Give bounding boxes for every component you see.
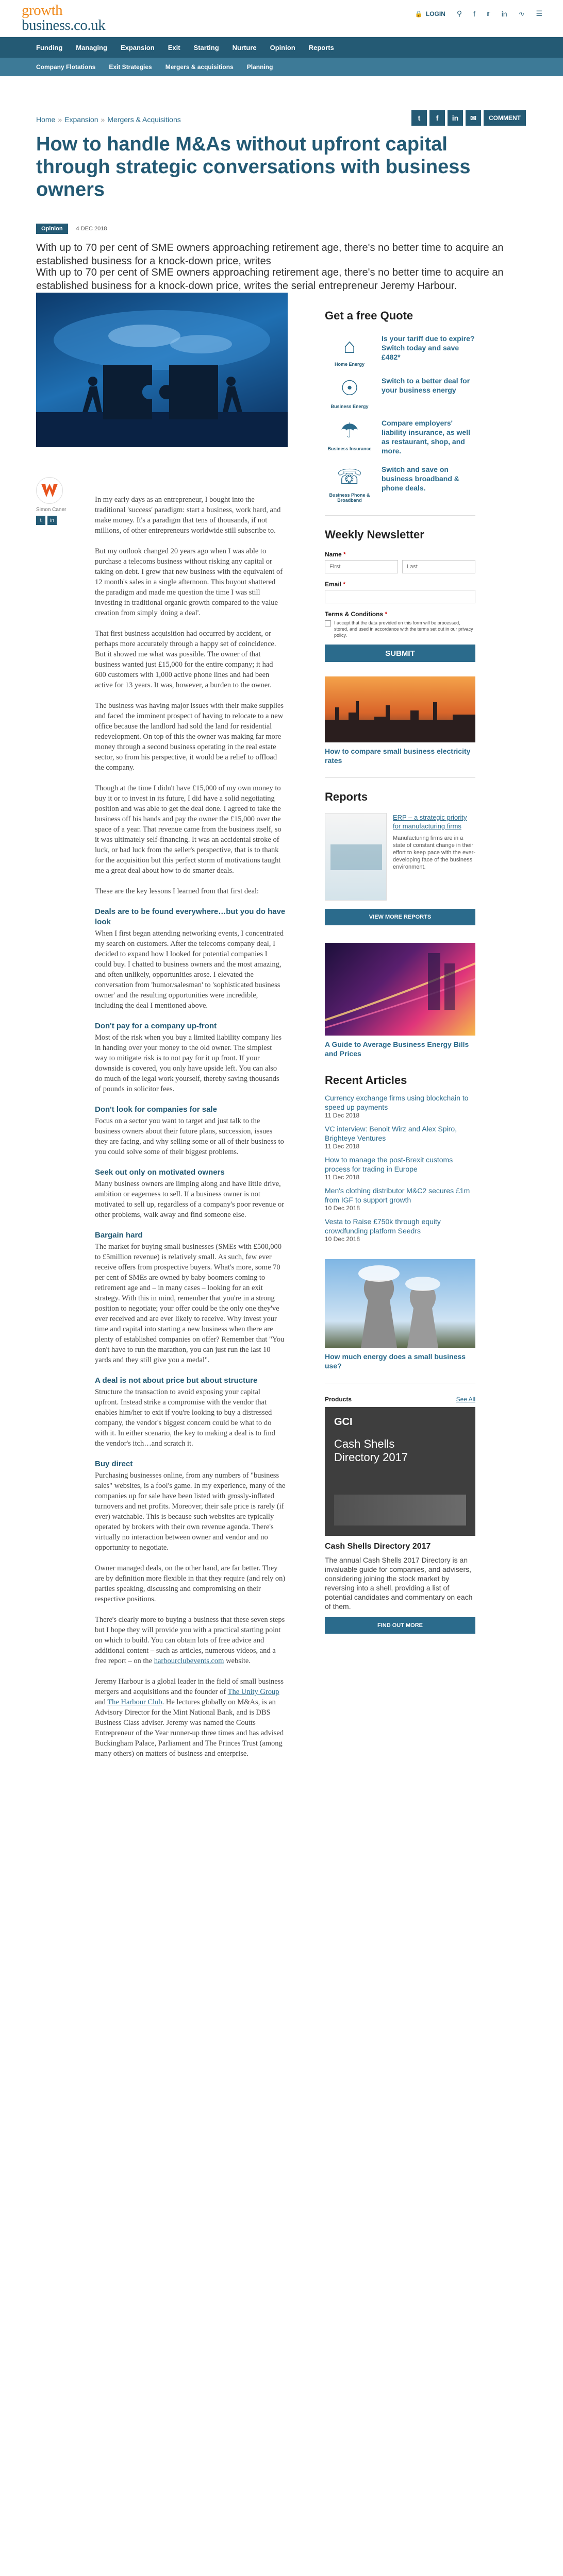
section-heading: Seek out only on motivated owners: [95, 1168, 225, 1177]
lightbulb-icon: ☉: [340, 377, 359, 400]
article-paragraph: But my outlook changed 20 years ago when I was able to purchase a telecoms business without risking any capital or taking on debt. I grew that new business with the equivalent of 12 month's sales in a single afternoon. This buyout shattered the paradigm and made me question the time I was still investing in traditional organic growth compared to the value creation from simply 'doing a deal'.: [95, 547, 283, 617]
terms-label: Terms & Conditions *: [325, 611, 388, 618]
facebook-icon[interactable]: f: [473, 9, 476, 18]
breadcrumb-mergers[interactable]: Mergers & Acquisitions: [107, 115, 181, 124]
lock-icon: 🔒: [415, 10, 423, 18]
section-heading: Deals are to be found everywhere…but you do have look: [95, 907, 286, 926]
find-out-more-button[interactable]: FIND OUT MORE: [325, 1617, 475, 1634]
subnav-exit-strategies[interactable]: Exit Strategies: [109, 63, 152, 71]
breadcrumb: [36, 115, 181, 124]
recent-article-date: 11 Dec 2018: [325, 1143, 360, 1150]
report-item[interactable]: [325, 813, 475, 901]
product-description: The annual Cash Shells 2017 Directory is an invaluable guide for companies, and advisers, considering joining the stock market by reversing into a shell, providing a list of potential candidates and commentary on each of them.: [325, 1556, 473, 1611]
article-link[interactable]: The Harbour Club: [107, 1698, 162, 1706]
share-linkedin-icon[interactable]: in: [448, 110, 463, 126]
recent-article-link[interactable]: How to manage the post-Brexit customs process for trading in Europe: [325, 1156, 453, 1173]
quote-business-insurance[interactable]: [325, 416, 475, 455]
section-heading: Buy direct: [95, 1460, 133, 1468]
email-input[interactable]: [325, 590, 475, 603]
secondary-nav: [0, 58, 563, 76]
article-date: 4 DEC 2018: [76, 226, 107, 232]
reports-heading: Reports: [325, 790, 368, 803]
site-header: [0, 0, 563, 37]
phone-monitor-icon: ☏: [336, 466, 363, 488]
recent-heading: Recent Articles: [325, 1074, 407, 1087]
standfirst-highlight: With up to 70 per cent of SME owners approaching retirement age, there's no better time to acquire an established business for a knock-down price, writes: [36, 242, 504, 267]
divider: [325, 515, 475, 516]
article-paragraph: When I first began attending networking events, I concentrated my search on customers. After the telecoms company deal, I decided to expand how I looked for potential companies I could buy. I chatted to business owners and the most amazing, and often unlikely, opportunities arose. I elevated the conversation from 'humor/salesman' to 'sophisticated business owner' and the resulting opportunities were incredible, including the deal I mentioned above.: [95, 929, 284, 1010]
author-social: [36, 516, 67, 525]
section-heading: Don't pay for a company up-front: [95, 1022, 217, 1030]
quote-label: Home Energy: [334, 362, 365, 367]
umbrella-icon: ☂: [340, 419, 359, 442]
category-badge[interactable]: Opinion: [36, 224, 68, 234]
quote-home-energy[interactable]: [325, 332, 475, 367]
article-body: [95, 495, 286, 1769]
cooling-towers-graphic: [325, 1259, 475, 1348]
author-twitter-icon[interactable]: t: [36, 516, 45, 525]
article-paragraph: The business was having major issues with their make supplies and faced the imminent prospect of having to relocate to a new office because the landlord had sold the land for residential redevelopment. On top of this the owner was making far more money through a second business operating in the real estate sector, so from his perspective, it would be a relief to offload the company.: [95, 702, 284, 772]
nav-opinion[interactable]: Opinion: [270, 43, 295, 52]
promo-image-power-station[interactable]: [325, 1259, 475, 1348]
product-title[interactable]: Cash Shells Directory 2017: [325, 1542, 431, 1551]
name-label: Name *: [325, 551, 346, 558]
author-name[interactable]: Simon Caner: [36, 507, 67, 513]
quote-text: Switch and save on business broadband & phone deals.: [382, 465, 459, 492]
quote-label: Business Insurance: [327, 446, 372, 451]
article-meta: [36, 224, 107, 234]
submit-button[interactable]: SUBMIT: [325, 645, 475, 662]
quote-text: Switch to a better deal for your business energy: [382, 377, 470, 394]
article-paragraph: Many business owners are limping along and have little drive, ambition or eagerness to sell. If a business owner is not motivated to sell up, regardless of a company's poor revenue or other problems, walk away and find someone else.: [95, 1180, 285, 1219]
quote-text: Is your tariff due to expire? Switch today and save £482*: [382, 334, 475, 361]
recent-article-date: 10 Dec 2018: [325, 1205, 360, 1212]
divider: [325, 777, 475, 778]
article-paragraph: Most of the risk when you buy a limited liability company lies in handing over your money to the old owner. The simplest way to mitigate risk is to not pay for it up front. If your downside is covered, you only have upside left. You can also do much of the legal work yourself, thereby saving thousands of pounds in solicitor fees.: [95, 1033, 282, 1093]
share-bar: [411, 110, 526, 126]
recent-list: [325, 1093, 475, 1243]
puzzle-people-illustration: [36, 293, 288, 447]
nav-nurture[interactable]: Nurture: [232, 43, 257, 52]
recent-article-link[interactable]: VC interview: Benoit Wirz and Alex Spiro, Brighteye Ventures: [325, 1125, 457, 1142]
promo-caption-energy-bills[interactable]: A Guide to Average Business Energy Bills and Prices: [325, 1040, 469, 1058]
article-paragraph: Owner managed deals, on the other hand, are far better. They are by definition more flexible in that they require (and rely on) parties speaking, discussing and compromising on their respective positions.: [95, 1564, 286, 1603]
article-paragraph: The market for buying small businesses (SMEs with £500,000 to £5million revenue) is relatively small. As such, few ever receive offers from prospective buyers. What's more, some 70 per cent of SMEs are owned by baby boomers coming to retirement age and – in many cases – looking for an exit strategy. With this in mind, remember that you're in a strong position to negotiate; your offer could be the only one they've ever received and are ever likely to receive. Why invest your time and capital into starting a new business when there are plenty of established companies on offer? Remember that "You don't have to run the marathon, you can just run the last 10 yards and they still give you a medal".: [95, 1243, 285, 1364]
report-cover: [325, 813, 387, 901]
promo-image-city-lights[interactable]: [325, 943, 475, 1036]
recent-article-date: 10 Dec 2018: [325, 1235, 360, 1243]
search-icon[interactable]: ⚲: [456, 9, 462, 18]
nav-reports[interactable]: Reports: [308, 43, 334, 52]
subnav-planning[interactable]: Planning: [246, 63, 273, 71]
menu-icon[interactable]: ☰: [536, 9, 542, 18]
author-logo-icon: [40, 483, 59, 498]
first-name-input[interactable]: [325, 560, 398, 573]
terms-checkbox[interactable]: [325, 620, 331, 626]
product-cover-brand: GCI: [334, 1416, 353, 1428]
recent-article-link[interactable]: Men's clothing distributor M&C2 secures £1m from IGF to support growth: [325, 1187, 470, 1204]
section-heading: Don't look for companies for sale: [95, 1105, 217, 1114]
breadcrumb-home[interactable]: Home: [36, 115, 56, 124]
author-box: [36, 477, 67, 525]
products-heading: Products: [325, 1396, 352, 1403]
products-header: [325, 1396, 475, 1403]
linkedin-icon[interactable]: in: [501, 9, 507, 18]
breadcrumb-expansion[interactable]: Expansion: [64, 115, 98, 124]
quote-business-phone[interactable]: [325, 463, 475, 503]
promo-caption-electricity[interactable]: How to compare small business electricity rates: [325, 747, 471, 765]
logo-text-top: growth: [22, 2, 63, 19]
recent-article-date: 11 Dec 2018: [325, 1112, 360, 1119]
light-trails-graphic: [325, 943, 475, 1036]
login-label: LOGIN: [425, 10, 445, 18]
subnav-company-flotations[interactable]: Company Flotations: [36, 63, 96, 71]
view-more-reports-button[interactable]: VIEW MORE REPORTS: [325, 909, 475, 925]
promo-caption-energy-usage[interactable]: How much energy does a small business use?: [325, 1352, 466, 1370]
recent-article-date: 11 Dec 2018: [325, 1174, 360, 1181]
recent-article-link[interactable]: Vesta to Raise £750k through equity crowdfunding platform Seedrs: [325, 1217, 441, 1235]
author-linkedin-icon[interactable]: in: [47, 516, 57, 525]
breadcrumb-separator: »: [101, 115, 105, 124]
nav-exit[interactable]: Exit: [168, 43, 180, 52]
factory-silhouette: [325, 676, 475, 742]
share-facebook-icon[interactable]: f: [429, 110, 445, 126]
article-paragraph: Focus on a sector you want to target and just talk to the business owners about their future plans, succession, issues they are facing, and why selling some or all of their business to you could solve some of their biggest problems.: [95, 1117, 284, 1156]
article-paragraph: There's clearly more to buying a business that these seven steps but I hope they will provide you with a practical starting point on which to build. You can obtain lots of free advice and additional content – such as articles, numerous videos, and a free report – on the harbourclubevents.com website.: [95, 1616, 285, 1665]
twitter-icon[interactable]: 𝕣: [487, 9, 490, 18]
terms-row: [325, 620, 475, 638]
article-paragraph: That first business acquisition had occurred by accident, or perhaps more accurately through a happy set of coincidence. But it showed me what was possible. The owner of that business wanted just £15,000 for the entire company; it had 600 customers with 1,000 active phone lines and had been active for 13 years. It was, however, a burden to the owner.: [95, 630, 276, 689]
email-label: Email *: [325, 581, 346, 588]
recent-article-link[interactable]: Currency exchange firms using blockchain to speed up payments: [325, 1094, 469, 1111]
subnav-mergers-acquisitions[interactable]: Mergers & acquisitions: [165, 63, 234, 71]
newsletter-heading: Weekly Newsletter: [325, 528, 424, 541]
comment-button[interactable]: COMMENT: [484, 110, 526, 126]
article-paragraph: In my early days as an entrepreneur, I bought into the traditional 'success' paradigm: start a business, work hard, and make money. It's a paradigm that tens of thousands, if not millions, of other entrepreneurs worldwide still subscribe to.: [95, 496, 281, 535]
logo-text-bottom: business.co.uk: [22, 17, 106, 33]
site-logo[interactable]: [22, 3, 105, 33]
standfirst: With up to 70 per cent of SME owners approaching retirement age, there's no better time to acquire an established business for a knock-down price, writes the serial entrepreneur Jeremy Harbour.: [36, 267, 504, 292]
share-email-icon[interactable]: ✉: [466, 110, 481, 126]
quote-heading: Get a free Quote: [325, 309, 413, 322]
article-title: How to handle M&As without upfront capital through strategic conversations with business owners: [36, 133, 471, 200]
nav-starting[interactable]: Starting: [193, 43, 219, 52]
article-paragraph: Jeremy Harbour is a global leader in the field of small business mergers and acquisitions and the founder of The Unity Group and The Harbour Club. He lectures globally on M&As, is an Advisory Director for the Mint National Bank, and is DBS Business Class adviser. Jeremy was named the Coutts Entrepreneur of the Year runner-up three times and has advised Buckingham Palace, Parliament and The Princes Trust (among many others) on matters of business and enterprise.: [95, 1677, 284, 1758]
quote-label: Business Phone & Broadband: [329, 493, 370, 503]
article-paragraph: Purchasing businesses online, from any numbers of "business sales" websites, is a fool's game. In my experience, many of the companies up for sale have been listed with grossly-inflated turnovers and net profits. Moreover, their sale price is rarely (if ever) watchable. This is because such websites are typically operated by brokers with their own revenue agenda. There's virtually no interaction between owner and vendor and no opportunity to negotiate.: [95, 1471, 286, 1552]
article-link[interactable]: harbourclubevents.com: [154, 1657, 224, 1665]
section-heading: Bargain hard: [95, 1231, 143, 1240]
nav-managing[interactable]: Managing: [76, 43, 107, 52]
nav-expansion[interactable]: Expansion: [120, 43, 155, 52]
quote-label: Business Energy: [330, 404, 369, 409]
header-utilities: [415, 9, 542, 18]
share-twitter-icon[interactable]: t: [411, 110, 427, 126]
promo-image-industrial[interactable]: [325, 676, 475, 742]
nav-funding[interactable]: Funding: [36, 43, 63, 52]
quote-business-energy[interactable]: [325, 374, 475, 409]
terms-text: I accept that the data provided on this form will be processed, stored, and used in accordance with the terms set out in our privacy policy.: [334, 620, 473, 638]
article-link[interactable]: The Unity Group: [227, 1688, 279, 1696]
author-avatar[interactable]: [36, 477, 63, 504]
primary-nav: [0, 37, 563, 58]
house-icon: ⌂: [343, 334, 356, 358]
report-description: Manufacturing firms are in a state of constant change in their effort to keep pace with the ever-developing face of the business environment.: [393, 835, 475, 870]
hero-image: [36, 293, 288, 447]
product-cover-title: Cash Shells Directory 2017: [334, 1437, 408, 1464]
last-name-input[interactable]: [402, 560, 475, 573]
products-see-all-link[interactable]: See All: [456, 1396, 475, 1403]
product-cover-image[interactable]: [325, 1407, 475, 1536]
section-heading: A deal is not about price but about structure: [95, 1376, 258, 1385]
sidebar: [325, 309, 475, 1634]
breadcrumb-separator: »: [58, 115, 62, 124]
quote-text: Compare employers' liability insurance, as well as restaurant, shop, and more.: [382, 419, 470, 455]
article-paragraph: Though at the time I didn't have £15,000 of my own money to buy it or to invest in its future, I did have a solid negotiating position and was able to get the deal done. I agreed to take the business off his hands and pay the owner the £15,000 over the space of a year. That revenue came from the business itself, so it was ultimately self-financing. It was an accidental stroke of luck, or bad luck from the seller's perspective, that is to thank for the acquisition but this perfect storm of motivations taught me a great deal about how to do smarter deals.: [95, 784, 281, 875]
rss-icon[interactable]: ∿: [518, 9, 525, 18]
report-title[interactable]: ERP – a strategic priority for manufacturing firms: [393, 814, 467, 830]
article-paragraph: Structure the transaction to avoid exposing your capital upfront. Instead strike a compromise with the vendor that enables him/her to exit if you're looking to buy a distressed company, the vendor's biggest concern could be what to do with it. In either scenario, the key to making a deal is to find the vendor's itch…and scratch it.: [95, 1388, 275, 1448]
login-link[interactable]: [415, 10, 445, 18]
article-paragraph: These are the key lessons I learned from that first deal:: [95, 887, 259, 895]
